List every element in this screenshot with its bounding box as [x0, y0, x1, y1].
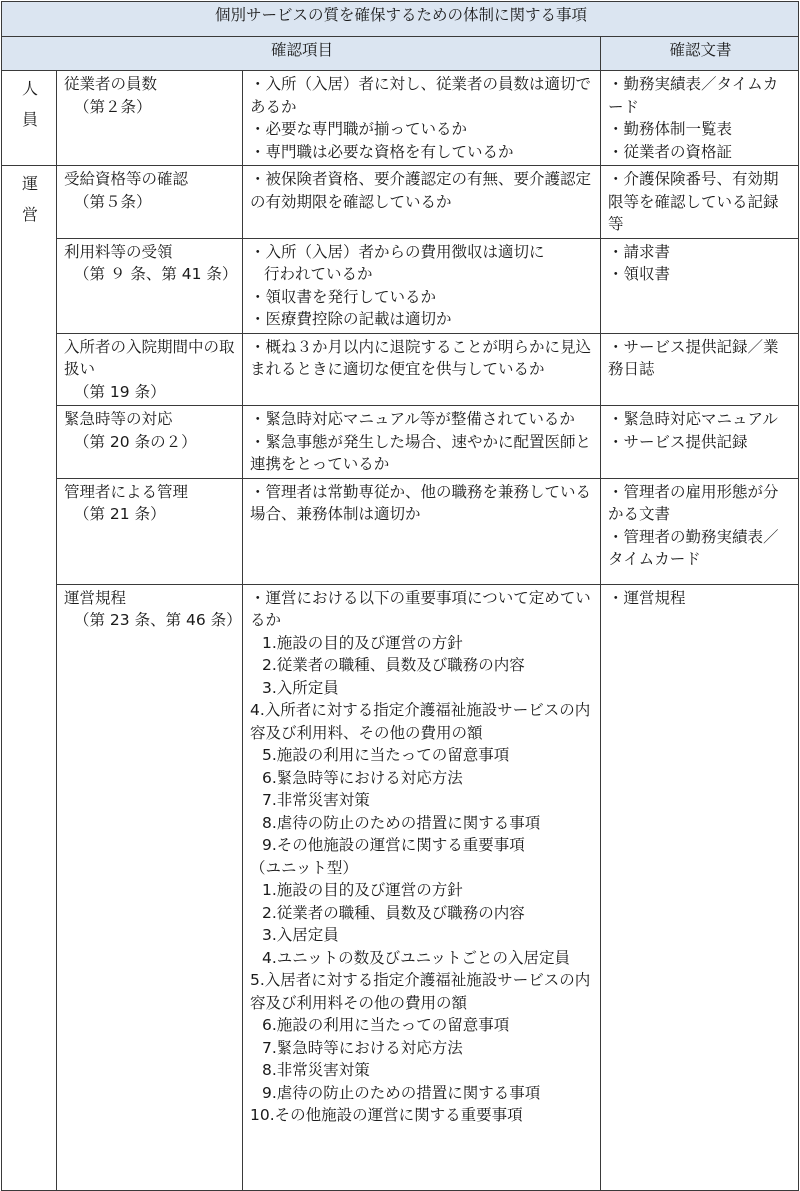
category-unei — [2, 166, 57, 1191]
check-line: 9.その他施設の運営に関する重要事項 — [262, 836, 525, 854]
table-row — [2, 406, 799, 479]
check-line: ・緊急時対応マニュアル等が整備されているか — [250, 410, 575, 428]
inspection-table — [1, 1, 799, 1191]
table-row — [2, 238, 799, 333]
check-line: 4.ユニットの数及びユニットごとの入居定員 — [262, 948, 571, 967]
item-ref: （第 20 条の２） — [74, 432, 197, 451]
check-line: 5.施設の利用に当たっての留意事項 — [262, 746, 510, 764]
check-line: ・概ね３か月以内に退院することが明らかに見込まれるときに適切な便宜を供与しているか — [250, 337, 592, 378]
doc-line: ・管理者の勤務実績表／タイムカード — [608, 527, 779, 568]
item-name-cell — [57, 71, 243, 166]
check-line: （ユニット型） — [250, 858, 358, 877]
check-content-cell — [243, 71, 601, 166]
check-line: ・管理者は常勤専従か、他の職務を兼務している場合、兼務体制は適切か — [250, 482, 592, 523]
check-line: 1.施設の目的及び運営の方針 — [262, 881, 463, 899]
item-name: 管理者による管理 — [64, 482, 189, 501]
category-char: 営 — [21, 205, 38, 224]
check-line: ・入所（入居）者に対し、従業者の員数は適切であるか — [250, 75, 592, 116]
check-line: ・被保険者資格、要介護認定の有無、要介護認定の有効期限を確認しているか — [250, 170, 592, 211]
check-line: 8.虐待の防止のための措置に関する事項 — [262, 813, 541, 832]
item-name: 受給資格等の確認 — [64, 170, 189, 188]
item-ref: （第２条） — [74, 97, 152, 116]
item-ref: （第５条） — [74, 192, 152, 211]
doc-line: ・サービス提供記録／業務日誌 — [608, 337, 779, 378]
doc-cell — [601, 406, 799, 479]
table-row — [2, 584, 799, 1190]
header-row — [2, 37, 799, 71]
check-line: 3.入所定員 — [262, 678, 339, 697]
doc-line: ・勤務体制一覧表 — [608, 120, 733, 138]
item-name: 入所者の入院期間中の取扱い — [64, 337, 235, 378]
item-name: 緊急時等の対応 — [64, 410, 173, 428]
doc-line: ・管理者の雇用形態が分かる文書 — [608, 482, 779, 523]
doc-cell — [601, 333, 799, 406]
category-jinin — [2, 71, 57, 166]
check-line: 5.入居者に対する指定介護福祉施設サービスの内容及び利用料その他の費用の額 — [250, 971, 591, 1012]
check-line: 2.従業者の職種、員数及び職務の内容 — [262, 903, 525, 922]
check-line: 4.入所者に対する指定介護福祉施設サービスの内容及び利用料、その他の費用の額 — [250, 701, 591, 742]
doc-line: ・緊急時対応マニュアル — [608, 410, 778, 428]
check-line: 6.施設の利用に当たっての留意事項 — [262, 1016, 510, 1034]
check-line: 2.従業者の職種、員数及び職務の内容 — [262, 656, 525, 674]
doc-line: ・従業者の資格証 — [608, 142, 733, 161]
item-name: 運営規程 — [64, 588, 127, 607]
check-line: 行われているか — [264, 265, 373, 283]
check-line: 1.施設の目的及び運営の方針 — [262, 633, 463, 652]
check-line: ・専門職は必要な資格を有しているか — [250, 142, 514, 161]
table-title: 個別サービスの質を確保するための体制に関する事項 — [2, 2, 799, 37]
item-ref: （第 23 条、第 46 条） — [74, 611, 242, 629]
check-line: 7.非常災害対策 — [262, 791, 370, 809]
item-ref: （第 19 条） — [74, 382, 166, 401]
check-line: 8.非常災害対策 — [262, 1061, 370, 1079]
doc-cell — [601, 166, 799, 239]
item-name: 従業者の員数 — [64, 75, 158, 93]
check-content-cell — [243, 478, 601, 584]
check-content-cell — [243, 584, 601, 1190]
doc-cell — [601, 71, 799, 166]
check-content-cell — [243, 238, 601, 333]
header-check-item: 確認項目 — [2, 37, 601, 71]
check-line: ・入所（入居）者からの費用徴収は適切に — [250, 242, 545, 261]
table-row — [2, 166, 799, 239]
check-line: ・緊急事態が発生した場合、速やかに配置医師と連携をとっているか — [250, 432, 592, 473]
item-name-cell — [57, 478, 243, 584]
item-name-cell — [57, 584, 243, 1190]
check-line: 3.入居定員 — [262, 926, 339, 944]
check-line: 10.その他施設の運営に関する重要事項 — [250, 1106, 523, 1124]
check-line: 6.緊急時等における対応方法 — [262, 768, 463, 787]
category-char: 人 — [21, 79, 38, 98]
table-row — [2, 478, 799, 584]
doc-line: ・請求書 — [608, 242, 671, 261]
item-ref: （第 ９ 条、第 41 条） — [74, 265, 238, 283]
check-line: ・運営における以下の重要事項について定めているか — [250, 588, 591, 629]
item-ref: （第 21 条） — [74, 505, 166, 523]
check-content-cell — [243, 166, 601, 239]
table-row — [2, 333, 799, 406]
check-line: ・医療費控除の記載は適切か — [250, 310, 452, 328]
category-char: 運 — [21, 174, 38, 193]
doc-cell — [601, 238, 799, 333]
doc-line: ・介護保険番号、有効期限等を確認している記録等 — [608, 170, 779, 233]
doc-line: ・サービス提供記録 — [608, 432, 748, 451]
item-name-cell — [57, 406, 243, 479]
check-line: 7.緊急時等における対応方法 — [262, 1038, 463, 1057]
doc-line: ・領収書 — [608, 265, 671, 283]
check-content-cell — [243, 406, 601, 479]
table-row — [2, 71, 799, 166]
check-line: 9.虐待の防止のための措置に関する事項 — [262, 1083, 541, 1102]
doc-cell — [601, 584, 799, 1190]
item-name: 利用料等の受領 — [64, 242, 173, 261]
header-check-docs: 確認文書 — [601, 37, 799, 71]
check-line: ・領収書を発行しているか — [250, 287, 437, 306]
item-name-cell — [57, 333, 243, 406]
doc-line: ・運営規程 — [608, 588, 686, 607]
title-row — [2, 2, 799, 37]
category-char: 員 — [21, 110, 38, 129]
check-line: ・必要な専門職が揃っているか — [250, 120, 468, 138]
doc-line: ・勤務実績表／タイムカード — [608, 75, 779, 116]
check-content-cell — [243, 333, 601, 406]
doc-cell — [601, 478, 799, 584]
item-name-cell — [57, 238, 243, 333]
item-name-cell — [57, 166, 243, 239]
